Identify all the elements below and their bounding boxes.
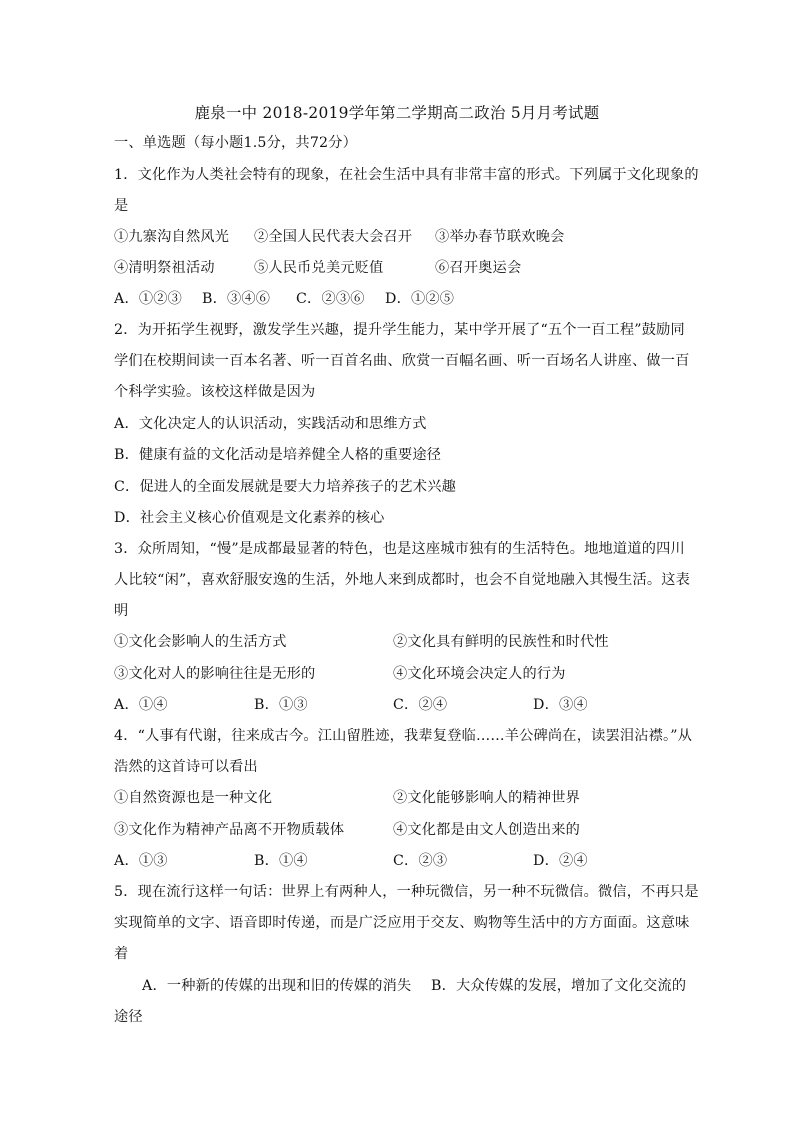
q2-stem-line-3: 个科学实验。该校这样做是因为 — [114, 384, 316, 400]
q4-option-3: ③文化作为精神产品离不开物质载体 — [114, 822, 345, 838]
q3-option-2: ②文化具有鲜明的民族性和时代性 — [393, 634, 609, 650]
q1-option-1: ①九寨沟自然风光 — [114, 229, 230, 245]
q4-choice-a: A．①③ — [114, 853, 168, 869]
q1-stem-line-2: 是 — [114, 198, 129, 214]
exam-title: 鹿泉一中 2018-2019学年第二学期高二政治 5月月考试题 — [194, 104, 600, 122]
q1-choice-d: D．①②⑤ — [385, 291, 455, 307]
q2-stem-line-2: 学们在校期间读一百本名著、听一百首名曲、欣赏一百幅名画、听一百场名人讲座、做一百 — [114, 353, 690, 369]
q1-choice-a: A．①②③ — [114, 291, 182, 307]
q4-choice-c: C．②③ — [393, 853, 448, 869]
q4-stem-line-1: 4．“人事有代谢，往来成古今。江山留胜迹，我辈复登临……羊公碑尚在，读罢泪沾襟。”从 — [114, 728, 693, 744]
q5-stem-line-1: 5．现在流行这样一句话：世界上有两种人，一种玩微信，另一种不玩微信。微信，不再只是 — [114, 884, 699, 900]
q1-option-2: ②全国人民代表大会召开 — [254, 229, 413, 245]
q3-choice-c: C．②④ — [393, 697, 448, 713]
q2-choice-b: B．健康有益的文化活动是培养健全人格的重要途径 — [114, 447, 442, 463]
q5-stem-line-3: 着 — [114, 946, 129, 962]
q1-stem-line-1: 1．文化作为人类社会特有的现象，在社会生活中具有非常丰富的形式。下列属于文化现象的 — [114, 167, 699, 183]
q2-choice-a: A．文化决定人的认识活动，实践活动和思维方式 — [114, 416, 427, 432]
q5-stem-line-2: 实现简单的文字、语音即时传递，而是广泛应用于交友、购物等生活中的方方面面。这意味 — [114, 915, 690, 931]
q5-choice-b-continued: 途径 — [114, 1009, 143, 1025]
q3-choice-d: D．③④ — [533, 697, 588, 713]
q1-choice-c: C．②③⑥ — [296, 291, 365, 307]
q4-option-4: ④文化都是由文人创造出来的 — [393, 822, 581, 838]
q2-choice-c: C．促进人的全面发展就是要大力培养孩子的艺术兴趣 — [114, 479, 456, 495]
q3-stem-line-3: 明 — [114, 603, 129, 619]
q3-option-1: ①文化会影响人的生活方式 — [114, 634, 287, 650]
q3-option-3: ③文化对人的影响往往是无形的 — [114, 666, 316, 682]
q4-option-1: ①自然资源也是一种文化 — [114, 790, 273, 806]
q1-option-4: ④清明祭祖活动 — [114, 260, 215, 276]
q2-choice-d: D．社会主义核心价值观是文化素养的核心 — [114, 510, 385, 526]
q4-choice-b: B．①④ — [254, 853, 308, 869]
section-heading: 一、单选题（每小题1.5分，共72分） — [114, 135, 358, 151]
q1-option-6: ⑥召开奥运会 — [435, 260, 522, 276]
q1-option-5: ⑤人民币兑美元贬值 — [254, 260, 384, 276]
q4-option-2: ②文化能够影响人的精神世界 — [393, 790, 581, 806]
q3-option-4: ④文化环境会决定人的行为 — [393, 666, 566, 682]
q5-choice-a: A．一种新的传媒的出现和旧的传媒的消失 — [142, 978, 412, 994]
q4-stem-line-2: 浩然的这首诗可以看出 — [114, 759, 258, 775]
q1-choice-b: B．③④⑥ — [202, 291, 271, 307]
q3-choice-b: B．①③ — [254, 697, 308, 713]
q5-choice-b: B．大众传媒的发展，增加了文化交流的 — [431, 978, 687, 994]
q3-choice-a: A．①④ — [114, 697, 168, 713]
q1-option-3: ③举办春节联欢晚会 — [435, 229, 565, 245]
q3-stem-line-2: 人比较“闲”，喜欢舒服安逸的生活，外地人来到成都时，也会不自觉地融入其慢生活。这表 — [114, 572, 691, 588]
q3-stem-line-1: 3．众所周知，“慢”是成都最显著的特色，也是这座城市独有的生活特色。地地道道的四川 — [114, 541, 685, 557]
q2-stem-line-1: 2．为开拓学生视野，激发学生兴趣，提升学生能力，某中学开展了“五个一百工程”鼓励同 — [114, 322, 685, 338]
q4-choice-d: D．②④ — [533, 853, 588, 869]
